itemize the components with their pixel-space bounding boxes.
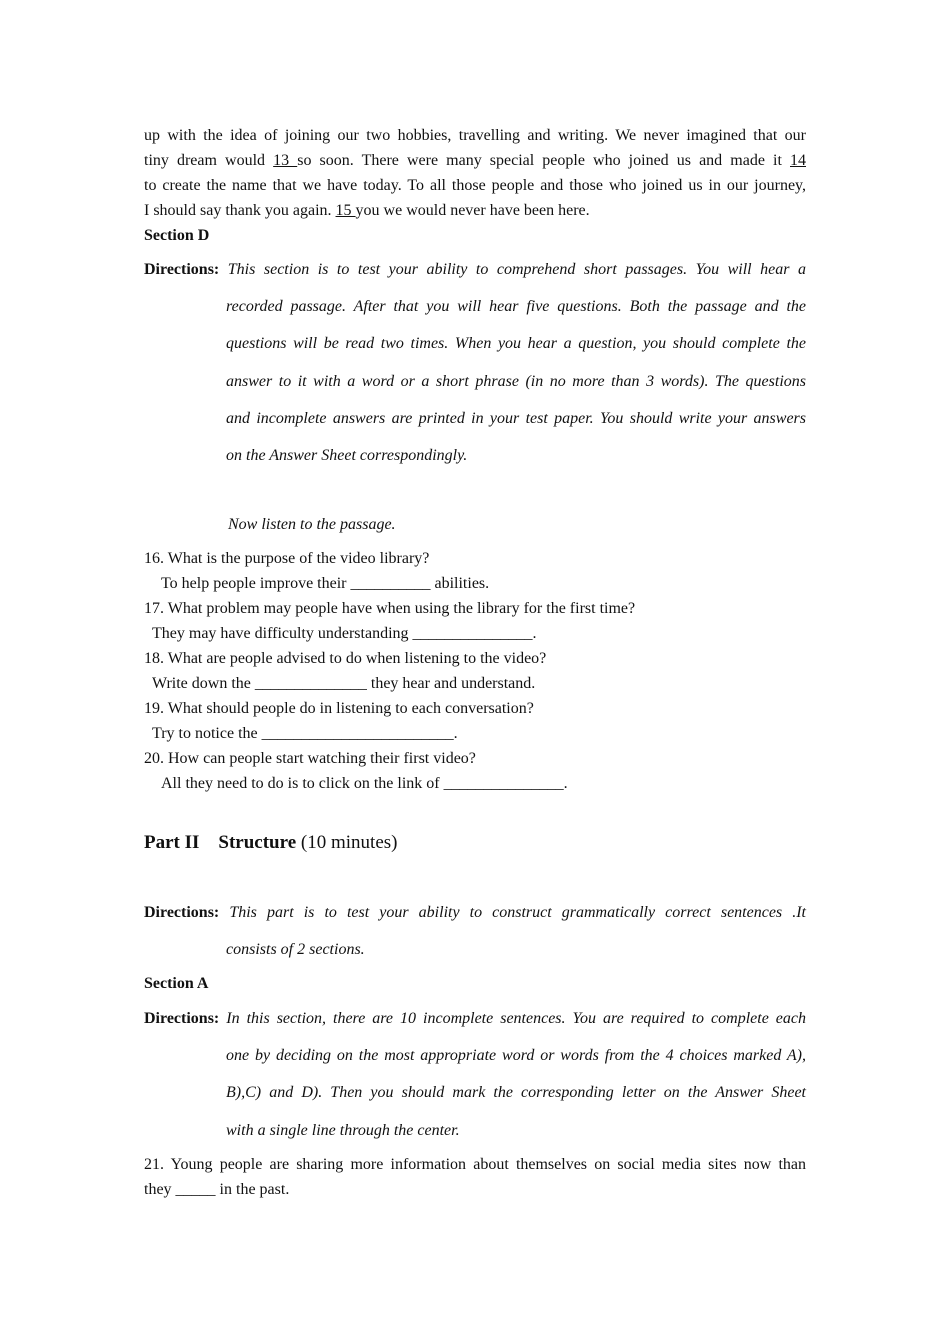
passage-line-1: up with the idea of joining our two hobbies, travelling and writing. We never imagined that our xyxy=(144,127,806,144)
part-2-directions-line-2: consists of 2 sections. xyxy=(226,941,365,958)
question-19: 19. What should people do in listening to each conversation? xyxy=(144,700,534,717)
question-18: 18. What are people advised to do when listening to the video? xyxy=(144,650,547,667)
directions-label: Directions: xyxy=(144,1010,220,1027)
section-d-directions-line-5: and incomplete answers are printed in your test paper. You should write your answers xyxy=(226,410,806,427)
answer-18: Write down the ______________ they hear and understand. xyxy=(152,675,536,692)
passage-line-3: to create the name that we have today. To all those people and those who joined us in our journey, xyxy=(144,177,806,194)
blank-13: 13 xyxy=(273,152,298,169)
part-2-heading xyxy=(144,831,397,855)
section-d-directions-line-6: on the Answer Sheet correspondingly. xyxy=(226,447,468,464)
answer-19: Try to notice the ________________________. xyxy=(152,725,458,742)
question-20: 20. How can people start watching their first video? xyxy=(144,750,476,767)
passage-line-4: I should say thank you again. 15 you we would never have been here. xyxy=(144,202,590,219)
section-d-directions-line-2: recorded passage. After that you will hear five questions. Both the passage and the xyxy=(226,298,806,315)
part-2-label: Part II xyxy=(144,832,200,853)
section-a-directions-line-3: B),C) and D). Then you should mark the corresponding letter on the Answer Sheet xyxy=(226,1084,806,1101)
answer-17: They may have difficulty understanding _______________. xyxy=(152,625,537,642)
part-2-directions-line-1: Directions: This part is to test your ability to construct grammatically correct sentences .It xyxy=(144,904,806,921)
question-21-line-2: they _____ in the past. xyxy=(144,1181,290,1198)
section-d-title: Section D xyxy=(144,227,210,244)
directions-label: Directions: xyxy=(144,261,220,278)
question-17: 17. What problem may people have when using the library for the first time? xyxy=(144,600,636,617)
part-2-time: (10 minutes) xyxy=(296,832,398,853)
directions-label: Directions: xyxy=(144,904,220,921)
section-d-directions-line-1: Directions: This section is to test your ability to comprehend short passages. You will hear a xyxy=(144,261,806,278)
section-a-directions-line-2: one by deciding on the most appropriate word or words from the 4 choices marked A), xyxy=(226,1047,806,1064)
question-16: 16. What is the purpose of the video library? xyxy=(144,550,430,567)
passage-line-2: tiny dream would 13 so soon. There were many special people who joined us and made it 14 xyxy=(144,152,806,169)
section-a-directions-line-4: with a single line through the center. xyxy=(226,1122,460,1139)
part-2-title: Structure xyxy=(218,832,297,853)
blank-15: 15 xyxy=(335,202,356,219)
answer-16: To help people improve their __________ abilities. xyxy=(161,575,490,592)
now-listen-instruction: Now listen to the passage. xyxy=(228,516,396,533)
section-d-directions-line-3: questions will be read two times. When you hear a question, you should complete the xyxy=(226,335,806,352)
answer-20: All they need to do is to click on the link of _______________. xyxy=(161,775,568,792)
blank-14: 14 xyxy=(790,152,806,169)
section-a-directions-line-1: Directions: In this section, there are 10 incomplete sentences. You are required to complete each xyxy=(144,1010,806,1027)
section-a-title: Section A xyxy=(144,975,209,992)
question-21-line-1: 21. Young people are sharing more information about themselves on social media sites now than xyxy=(144,1156,806,1173)
section-d-directions-line-4: answer to it with a word or a short phrase (in no more than 3 words). The questions xyxy=(226,373,806,390)
